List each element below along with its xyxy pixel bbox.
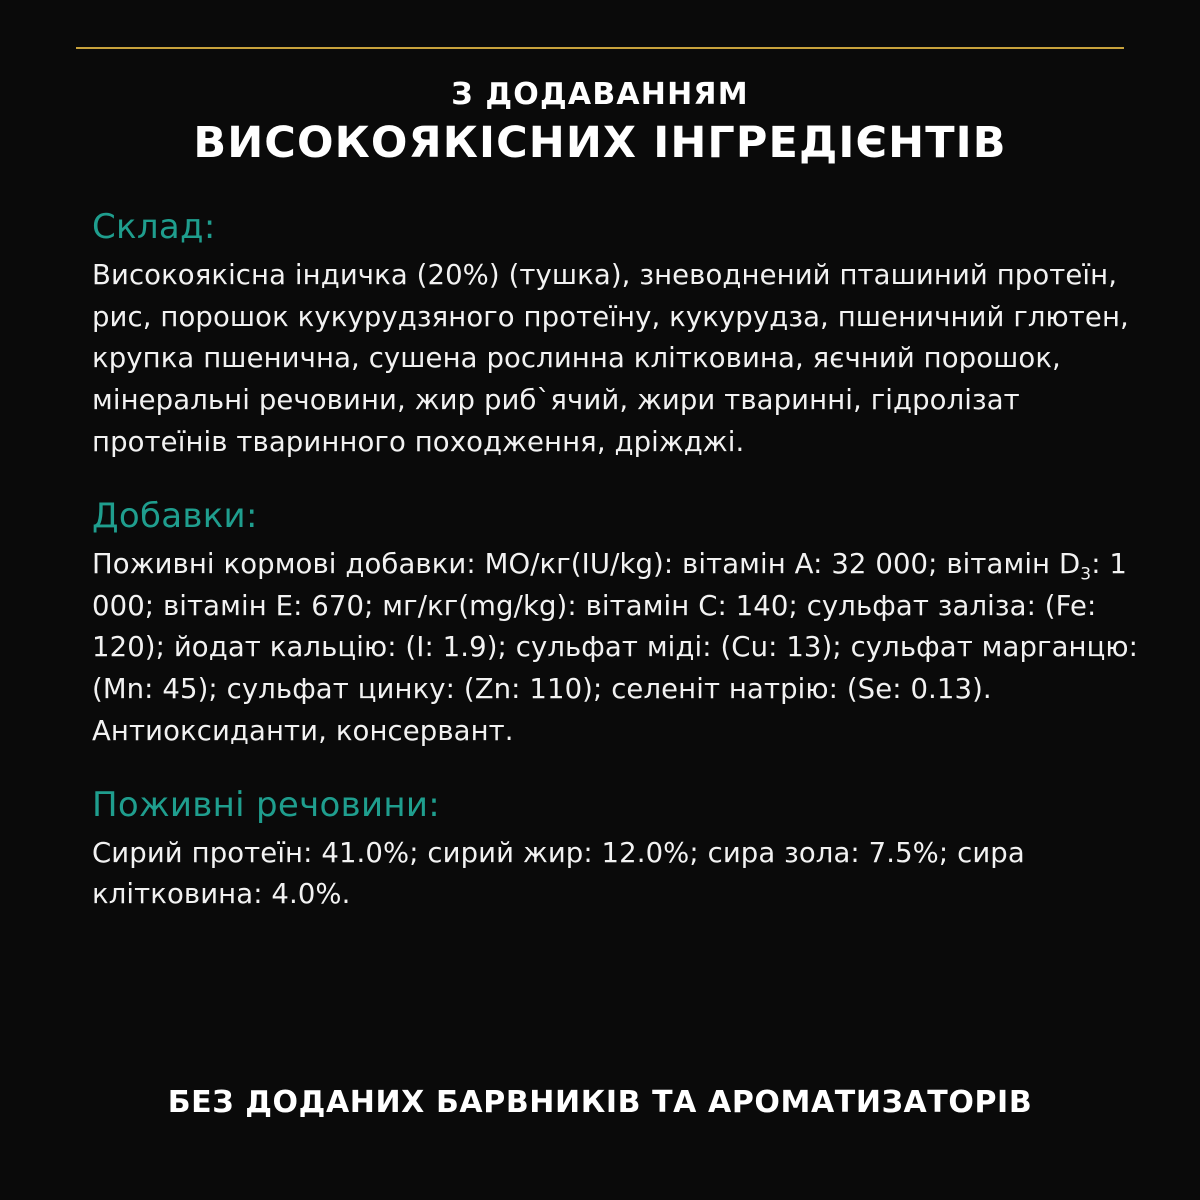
ingredients-title: Склад: [92,207,216,247]
section-ingredients [92,205,1152,464]
panel-content [92,205,1152,932]
section-nutrients [92,783,1152,916]
additives-body-part-2: : 1 000; вітамін E: 670; мг/кг(mg/kg): вітамін C: 140; сульфат заліза: (Fe: 120); йодат кальцію: (I: 1.9); сульфат міді: (Cu: 13); сульфат марганцю: (Mn: 45); сульфат цинку: (Zn: 110); селеніт натрію: (Se: 0.13). Антиоксиданти, консервант. [92,547,1139,747]
section-additives [92,494,1152,753]
panel-header [0,78,1200,168]
nutrients-body: Сирий протеїн: 41.0%; сирий жир: 12.0%; сира зола: 7.5%; сира клітковина: 4.0%. [92,836,1025,911]
additives-body-part-1: Поживні кормові добавки: МО/кг(IU/kg): вітамін A: 32 000; вітамін D [92,547,1081,580]
additives-body [92,544,1147,753]
additives-title: Добавки: [92,495,258,536]
additives-subscript: 3 [1080,564,1092,585]
header-line-2: ВИСОКОЯКІСНИХ ІНГРЕДІЄНТІВ [193,118,1007,168]
nutrients-title: Поживні речовини: [92,784,441,825]
ingredients-body: Високоякісна індичка (20%) (тушка), зневоднений пташиний протеїн, рис, порошок кукурудзяного протеїну, кукурудза, пшеничний глютен, крупка пшенична, сушена рослинна клітковина, яєчний порошок, мінеральні речовини, жир риб`ячий, жири тваринні, гідролізат протеїнів тваринного походження, дріжджі. [92,258,1129,459]
gold-divider-rule [76,47,1124,49]
header-line-1: З ДОДАВАННЯМ [451,77,749,112]
footer-claim: БЕЗ ДОДАНИХ БАРВНИКІВ ТА АРОМАТИЗАТОРІВ [167,1085,1033,1120]
